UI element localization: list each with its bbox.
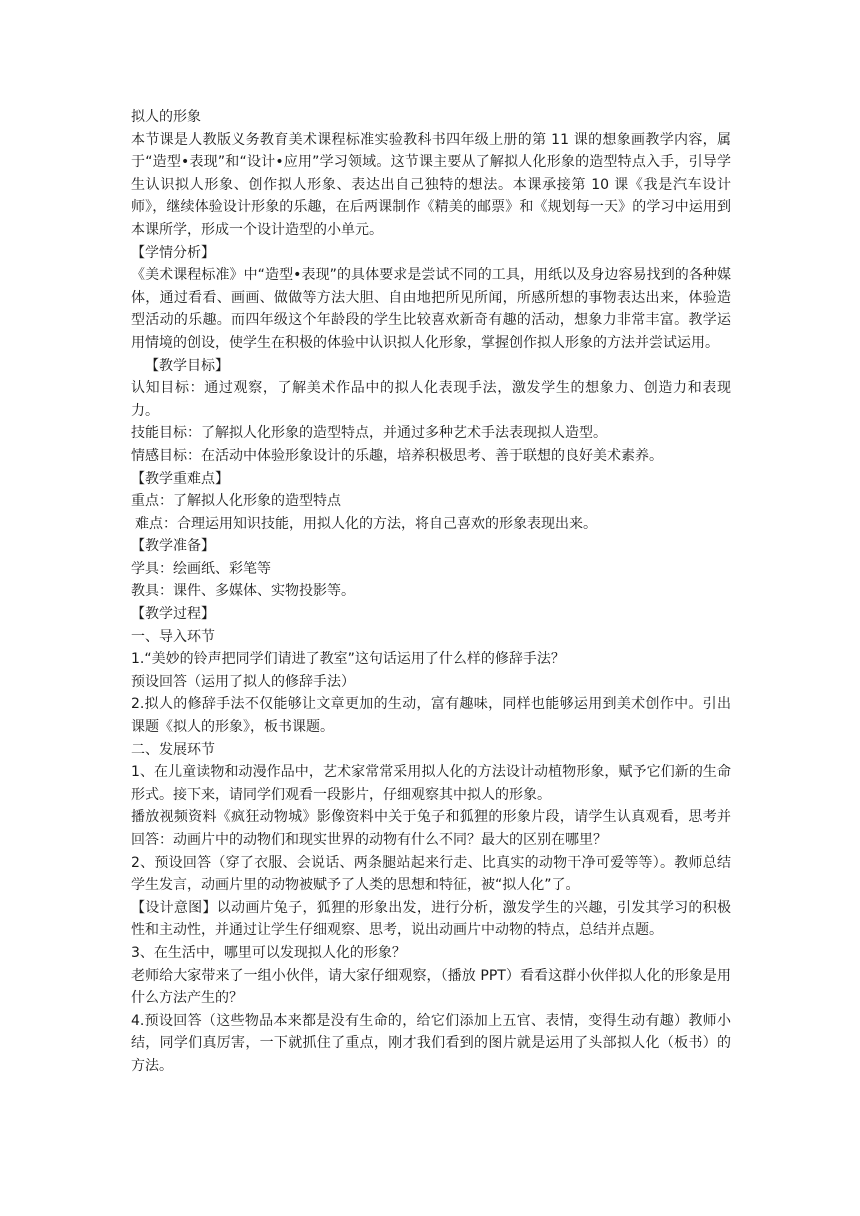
emotional-objective: 情感目标：在活动中体验形象设计的乐趣，培养积极思考、善于联想的良好美术素养。 — [131, 447, 663, 464]
development-step-4: 4.预设回答（这些物品本来都是没有生命的，给它们添加上五官、表情，变得生动有趣）教师小结，同学们真厉害，一下就抓住了重点，刚才我们看到的图片就是运用了头部拟人化（板书）的方法。 — [131, 1012, 731, 1074]
key-point: 重点：了解拟人化形象的造型特点 — [131, 493, 341, 510]
analysis-paragraph: 《美术课程标准》中“造型•表现”的具体要求是尝试不同的工具，用纸以及身边容易找到的各种媒体，通过看看、画画、做做等方法大胆、自由地把所见所闻，所感所想的事物表达出来，体验造型活动的乐趣。而四年级这个年龄段的学生比较喜欢新奇有趣的活动，想象力非常丰富。教学运用情境的创设，使学生在积极的体验中认识拟人化形象，掌握创作拟人形象的方法并尝试运用。 — [131, 267, 731, 351]
section-heading-analysis: 【学情分析】 — [131, 244, 215, 261]
intro-paragraph: 本节课是人教版义务教育美术课程标准实验教科书四年级上册的第 11 课的想象画教学内容，属于“造型•表现”和“设计•应用”学习领域。这节课主要从了解拟人化形象的造型特点入手，引导学生认识拟人形象、创作拟人形象、表达出自己独特的想法。本课承接第 10 课《我是汽车设计师》，继续体验设计形象的乐趣，在后两课制作《精美的邮票》和《规划每一天》的学习中运用到本课所学，形成一个设计造型的小单元。 — [131, 131, 731, 238]
ppt-activity: 老师给大家带来了一组小伙伴，请大家仔细观察，（播放 PPT）看看这群小伙伴拟人化的形象是用什么方法产生的？ — [131, 967, 731, 1007]
difficult-point: 难点：合理运用知识技能，用拟人化的方法，将自己喜欢的形象表现出来。 — [135, 515, 597, 532]
skill-objective: 技能目标：了解拟人化形象的造型特点，并通过多种艺术手法表现拟人造型。 — [131, 425, 607, 442]
document-page — [131, 106, 731, 1078]
section-heading-preparation: 【教学准备】 — [131, 538, 215, 555]
intro-expected-answer: 预设回答（运用了拟人的修辞手法） — [131, 673, 355, 690]
subheading-development: 二、发展环节 — [131, 741, 215, 758]
section-heading-process: 【教学过程】 — [131, 606, 215, 623]
video-activity: 播放视频资料《疯狂动物城》影像资料中关于兔子和狐狸的形象片段，请学生认真观看，思考并回答：动画片中的动物们和现实世界的动物有什么不同？最大的区别在哪里？ — [131, 809, 731, 848]
development-step-1: 1、在儿童读物和动漫作品中，艺术家常常采用拟人化的方法设计动植物形象，赋予它们新的生命形式。接下来，请同学们观看一段影片，仔细观察其中拟人的形象。 — [131, 764, 731, 803]
section-heading-objectives: 【教学目标】 — [145, 357, 229, 374]
student-materials: 学具：绘画纸、彩笔等 — [131, 560, 271, 577]
development-step-2: 2、预设回答（穿了衣服、会说话、两条腿站起来行走、比真实的动物干净可爱等等）。教师总结学生发言，动画片里的动物被赋予了人类的思想和特征，被“拟人化”了。 — [131, 854, 731, 894]
intro-step-1: 1.“美妙的铃声把同学们请进了教室”这句话运用了什么样的修辞手法？ — [131, 651, 565, 668]
subheading-introduction: 一、导入环节 — [131, 628, 215, 645]
document-title: 拟人的形象 — [131, 109, 201, 125]
cognitive-objective: 认知目标：通过观察，了解美术作品中的拟人化表现手法，激发学生的想象力、创造力和表现力。 — [131, 380, 731, 419]
intro-step-2: 2.拟人的修辞手法不仅能够让文章更加的生动，富有趣味，同样也能够运用到美术创作中。引出课题《拟人的形象》，板书课题。 — [131, 696, 731, 736]
teacher-materials: 教具：课件、多媒体、实物投影等。 — [131, 583, 355, 600]
section-heading-key-points: 【教学重难点】 — [131, 470, 229, 487]
development-step-3: 3、在生活中，哪里可以发现拟人化的形象？ — [131, 944, 406, 961]
design-intent: 【设计意图】以动画片兔子，狐狸的形象出发，进行分析，激发学生的兴趣，引发其学习的积极性和主动性，并通过让学生仔细观察、思考，说出动画片中动物的特点，总结并点题。 — [131, 899, 731, 939]
